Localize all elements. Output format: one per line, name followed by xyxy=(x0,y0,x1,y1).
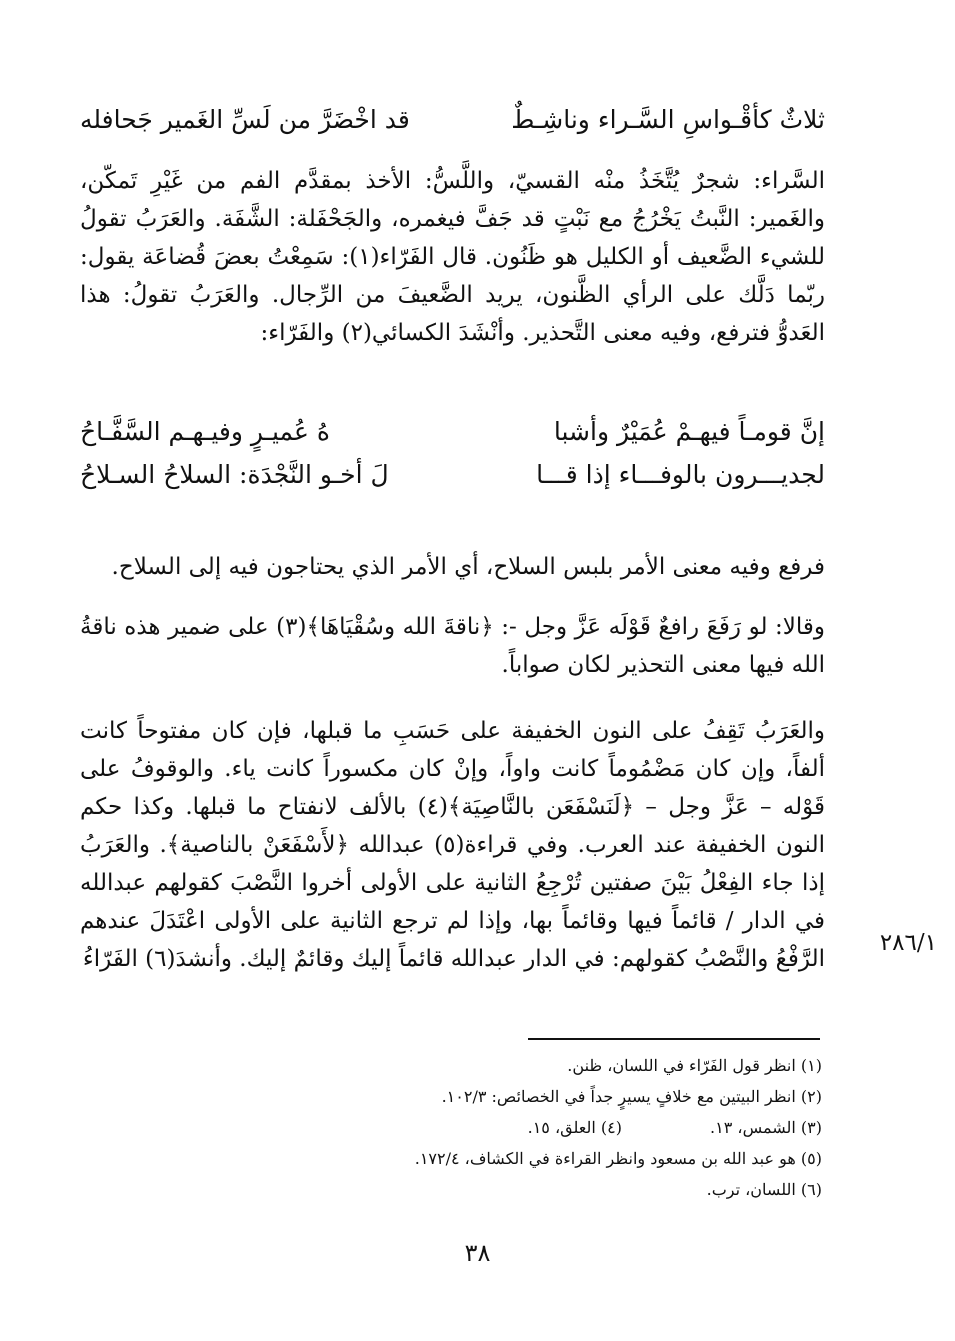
verse-2-line-2 xyxy=(80,455,825,495)
verse-1-first-hemistich: ثلاثٌ كأقْـواسِ السَّـراء وناشِـطٌ xyxy=(511,105,825,134)
page-number: ٣٨ xyxy=(464,1239,491,1267)
paragraph-naqat-allah: وقالا: لو رَفَعَ رافعٌ قَوْلَه عَزَّ وجل -: ﴿ناقةَ الله وسُقْيَاهَا﴾(٣) على ضمير هذه ناقةُ الله فيها معنى التحذير لكان صواباً. xyxy=(80,614,826,678)
footnote-3: (٣) الشمس، ١٣. xyxy=(710,1118,822,1137)
footnote-4: (٤) العلق، ١٥. xyxy=(527,1118,622,1137)
verse-1-line xyxy=(80,100,825,140)
verse-2-line-1 xyxy=(80,412,825,452)
margin-reference: ٢٨٦/١ xyxy=(879,930,937,956)
verse-1-second-hemistich: قد اخْضَرَّ من لَسِّ الغَمير جَحافله xyxy=(80,105,410,134)
verse-2-line-2-first-hemistich: لجديـــرون بالوفـــاء إذا قـــا xyxy=(536,460,825,489)
paragraph-light-nun: والعَرَبُ تَقِفُ على النون الخفيفة على حَسَبِ ما قبلها، فإن كان مفتوحاً كانت ألفاً، وإن كان مَضْمُوماً كانت واواً، وإنْ كان مكسوراً كانت ياء. والوقوفُ على قَوْله – عَزَّ وجل – ﴿لَنَسْفَعَن بالنَّاصِيَة﴾(٤) بالألف لانفتاح ما قبلها. وكذا حكم النون الخفيفة عند العرب. وفي قراءة(٥) عبدالله ﴿لأَسْفَعَنْ بالناصية﴾. والعَرَبُ إذا جاء الفِعْلُ بَيْنَ صفتين تُرْجِعُ الثانية على الأولى أخروا النَّصْبَ كقولهم عبدالله في الدار / قائماً فيها وقائماً بها، وإذا لم ترجع الثانية على الأولى اعْتَدَلَ عندهم الرَّفْعُ والنَّصْبُ كقولهم: في الدار عبدالله قائماً إليك وقائمٌ إليك. وأنشدَ(٦) الفَرّاءُ xyxy=(80,718,825,972)
footnote-separator xyxy=(528,1038,820,1040)
footnotes xyxy=(300,1050,822,1205)
footnote-6: (٦) اللسان، ترب. xyxy=(706,1180,822,1199)
footnote-5: (٥) هو عبد الله بن مسعود وانظر القراءة في الكشاف، ١٧٢/٤. xyxy=(414,1149,822,1168)
verse-2-line-1-second-hemistich: هُ عُميـرٍ وفيـهـم السَّفَّـاحُ xyxy=(80,417,330,446)
verse-2-line-2-second-hemistich: لَ أخـو النَّجْدَة: السلاحُ السـلاحُ xyxy=(80,460,389,489)
footnote-1: (١) انظر قول الفَرّاء في اللسان، ظنن. xyxy=(567,1056,822,1075)
footnote-3-4-row xyxy=(300,1112,822,1143)
verse-2-line-1-first-hemistich: إنَّ قومـاً فيهـمْ عُمَيْرٌ وأشبا xyxy=(553,417,825,446)
footnote-2: (٢) انظر البيتين مع خلافٍ يسيرٍ جداً في الخصائص: ١٠٢/٣. xyxy=(441,1087,822,1106)
paragraph-weapon-command: فرفع وفيه معنى الأمر بلبس السلاح، أي الأمر الذي يحتاجون فيه إلى السلاح. xyxy=(111,554,825,580)
paragraph-sarra-definition: السَّراء: شجرٌ يُتَّخَذُ منْه القسيّ، واللَّسُّ: الأخذ بمقدَّم الفم من غَيْرِ تَمكّن، والغَمير: النَّبتُ يَخْرُجُ مع نَبْتٍ قد جَفَّ فيغمره، والجَحْفَلة: الشَّفَة. والعَرَبُ تقولُ للشيء الضَّعيف أو الكليل هو ظَنُون. قال الفَرّاء(١): سَمِعْتُ بعضَ قُضاعَة يقول: ربّما دَلَّك على الرأي الظَّنون، يريد الضَّعيفَ من الرِّجال. والعَرَبُ تقولُ: هذا العَدوُّ فترفع، وفيه معنى التَّحذير. وأنْشَدَ الكسائي(٢) والفَرّاء: xyxy=(80,168,825,346)
